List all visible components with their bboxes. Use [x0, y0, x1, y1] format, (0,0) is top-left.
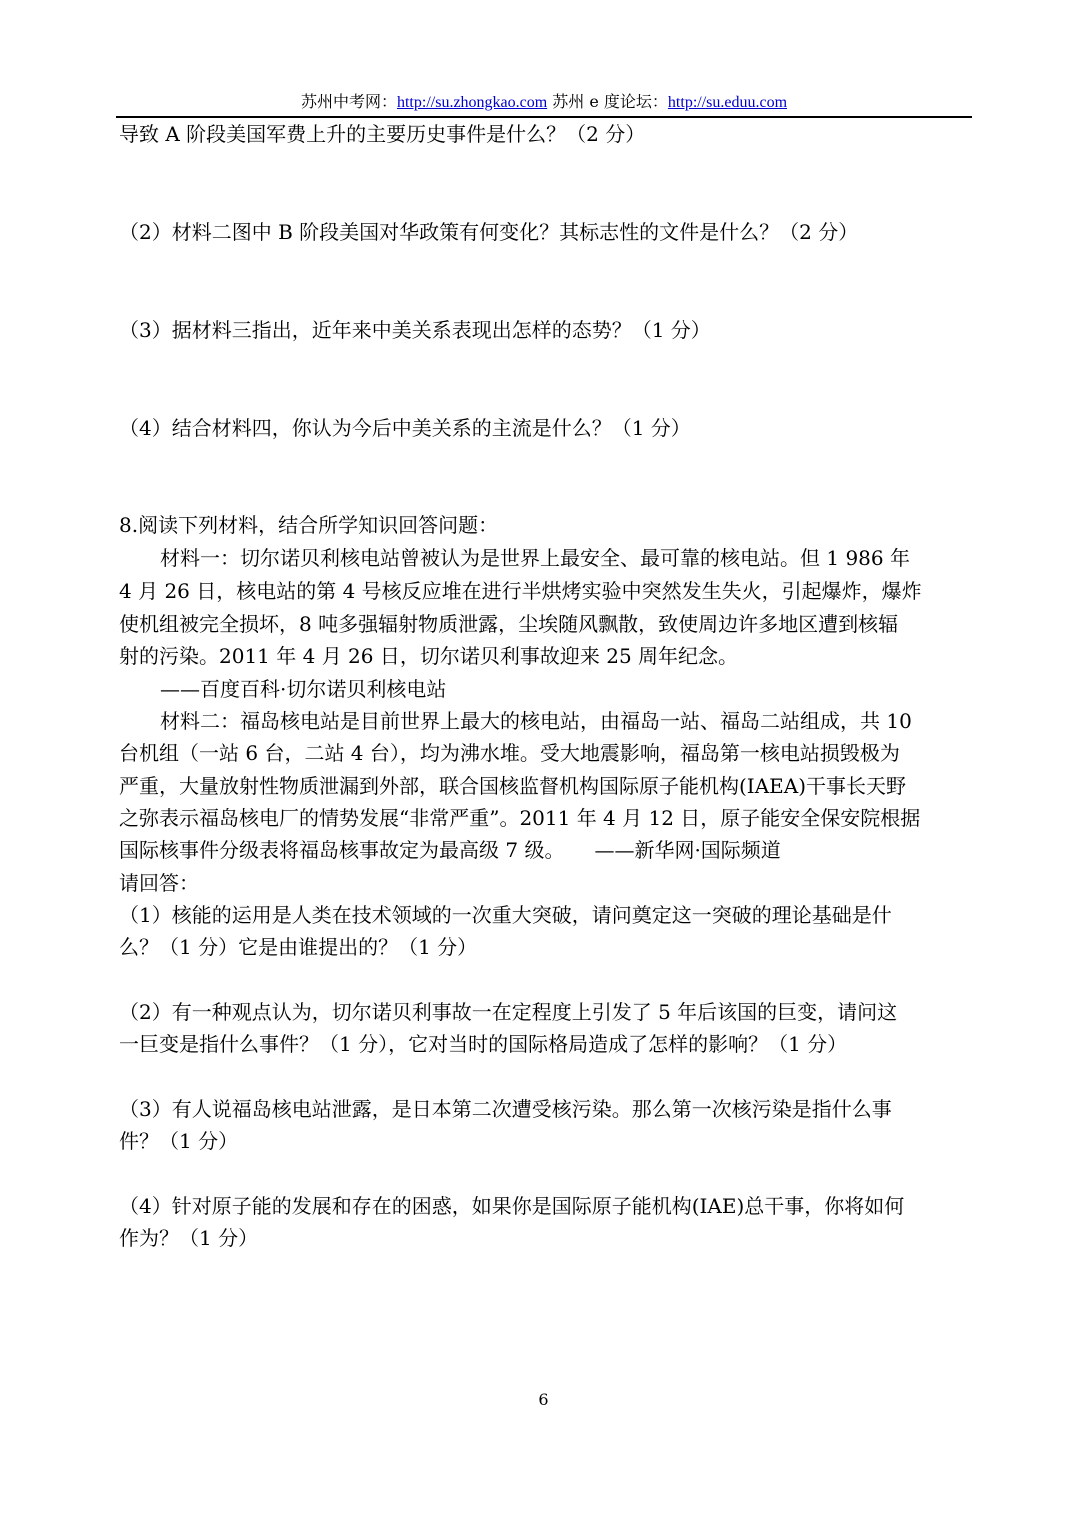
header-site2-label: 苏州 e 度论坛：	[547, 92, 668, 111]
page-number: 6	[538, 1390, 549, 1409]
q8-answer-prompt: 请回答：	[119, 871, 199, 895]
q8-material1-line2: 4 月 26 日，核电站的第 4 号核反应堆在进行半烘烤实验中突然发生失火，引起爆炸，爆炸	[119, 579, 922, 603]
eduu-link[interactable]: http://su.eduu.com	[667, 94, 788, 111]
q8-material2-line3: 严重，大量放射性物质泄漏到外部，联合国核监督机构国际原子能机构(IAEA)干事长天野	[119, 774, 906, 798]
q7-part2: （2）材料二图中 B 阶段美国对华政策有何变化？其标志性的文件是什么？（2 分）	[119, 220, 859, 244]
header-site1-label: 苏州中考网：	[300, 92, 397, 111]
q8-part4-line2: 作为？（1 分）	[119, 1226, 259, 1250]
q8-part1-line1: （1）核能的运用是人类在技术领域的一次重大突破，请问奠定这一突破的理论基础是什	[119, 903, 892, 927]
q7-part4: （4）结合材料四，你认为今后中美关系的主流是什么？（1 分）	[119, 416, 691, 440]
q8-material2-line5: 国际核事件分级表将福岛核事故定为最高级 7 级。 ——新华网·国际频道	[119, 838, 781, 862]
q8-part3-line1: （3）有人说福岛核电站泄露，是日本第二次遭受核污染。那么第一次核污染是指什么事	[119, 1097, 892, 1121]
q8-material2-line1: 材料二：福岛核电站是目前世界上最大的核电站，由福岛一站、福岛二站组成，共 10	[160, 709, 912, 733]
q8-title: 8.阅读下列材料，结合所学知识回答问题：	[119, 513, 499, 537]
q8-part2-line2: 一巨变是指什么事件？（1 分），它对当时的国际格局造成了怎样的影响？（1 分）	[119, 1032, 848, 1056]
q8-part3-line2: 件？（1 分）	[119, 1129, 239, 1153]
q8-material1-line4: 射的污染。2011 年 4 月 26 日，切尔诺贝利事故迎来 25 周年纪念。	[119, 644, 739, 668]
q8-material1-line1: 材料一：切尔诺贝利核电站曾被认为是世界上最安全、最可靠的核电站。但 1 986 年	[160, 546, 910, 570]
q8-material2-line2: 台机组（一站 6 台，二站 4 台），均为沸水堆。受大地震影响，福岛第一核电站损毁极为	[119, 741, 900, 765]
zhongkao-link[interactable]: http://su.zhongkao.com	[396, 94, 548, 111]
q8-material1-source: ——百度百科·切尔诺贝利核电站	[160, 677, 447, 701]
q7-part3: （3）据材料三指出，近年来中美关系表现出怎样的态势？（1 分）	[119, 318, 711, 342]
q8-material2-line4: 之弥表示福岛核电厂的情势发展“非常严重”。2011 年 4 月 12 日，原子能安全保安院根据	[119, 806, 921, 830]
q8-part1-line2: 么？（1 分）它是由谁提出的？（1 分）	[119, 935, 478, 959]
q8-part2-line1: （2）有一种观点认为，切尔诺贝利事故一在定程度上引发了 5 年后该国的巨变，请问这	[119, 1000, 898, 1024]
page-header	[116, 90, 972, 116]
q8-material1-line3: 使机组被完全损坏，8 吨多强辐射物质泄露，尘埃随风飘散，致使周边许多地区遭到核辐	[119, 612, 899, 636]
q7-part1-continuation: 导致 A 阶段美国军费上升的主要历史事件是什么？（2 分）	[119, 122, 646, 146]
q8-part4-line1: （4）针对原子能的发展和存在的困惑，如果你是国际原子能机构(IAE)总干事，你将如何	[119, 1194, 905, 1218]
header-rule	[116, 116, 972, 118]
